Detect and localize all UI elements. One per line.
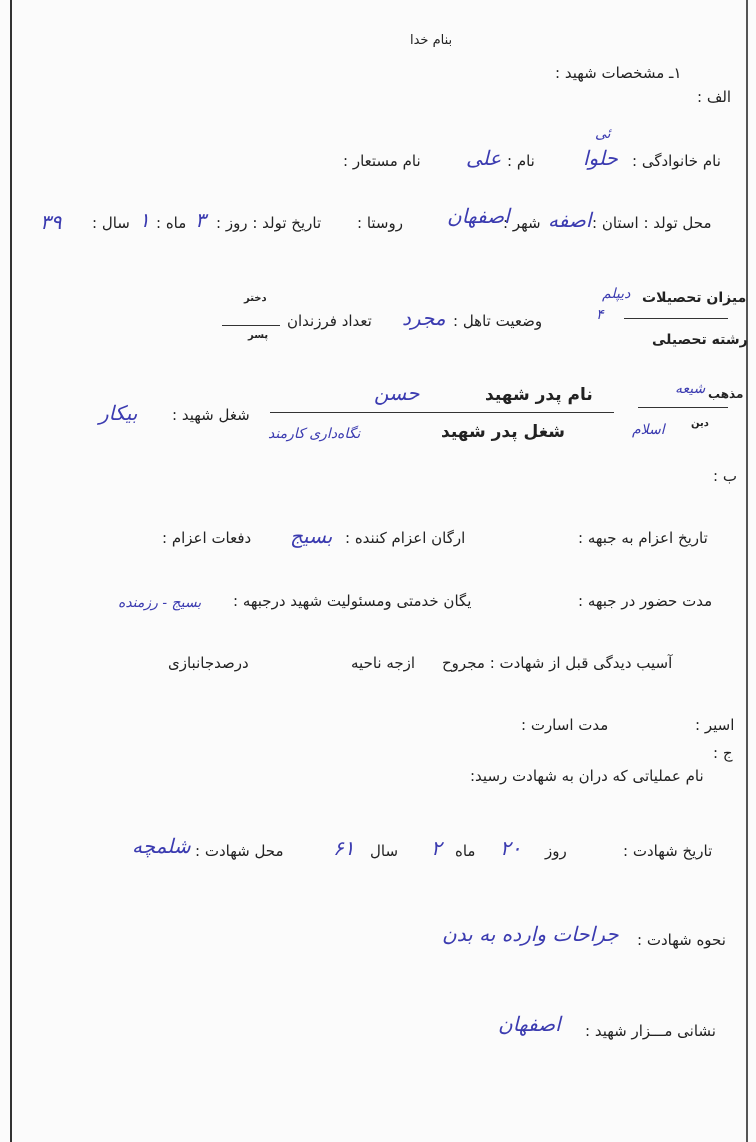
birthplace-label: محل تولد : استان : — [592, 214, 712, 232]
martyr-job-value: بیکار — [99, 401, 138, 425]
father-job-value: نگاه‌داری کارمند — [268, 426, 361, 442]
family-name-value: حلوا — [583, 146, 618, 170]
section-c: ج : — [713, 744, 733, 762]
family-name-extra: ئی — [595, 126, 611, 142]
first-name-value: علی — [466, 146, 502, 170]
province-value: اصفه — [548, 208, 592, 232]
captive-label: اسیر : — [695, 716, 735, 734]
martyr-date-label: تاریخ شهادت : — [623, 842, 713, 860]
disability-percent-label: درصدجانبازی — [168, 654, 249, 672]
son-label: پسر — [248, 330, 269, 341]
birth-year-value: ۳۹ — [40, 210, 62, 234]
manner-value: جراحات وارده به بدن — [442, 922, 619, 946]
martyr-place-value: شلمچه — [132, 834, 191, 858]
education-label: میزان تحصیلات — [642, 290, 747, 306]
dispatch-org-value: بسیج — [290, 524, 333, 548]
martyr-day-label: روز — [545, 842, 567, 860]
father-job-label: شغل پدر شهید — [441, 422, 566, 442]
education-divider — [624, 318, 728, 319]
children-label: تعداد فرزندان — [287, 312, 372, 330]
martyr-year-label: سال — [370, 842, 399, 860]
dispatch-count-label: دفعات اعزام : — [162, 529, 252, 547]
section-b: ب : — [713, 467, 737, 485]
unit-value: بسیج - رزمنده — [118, 595, 202, 611]
religion-label: دین — [691, 418, 709, 429]
birth-day-value: ۳ — [195, 208, 206, 232]
education-value: دیپلم — [602, 286, 631, 302]
birth-year-label: سال : — [92, 214, 130, 232]
grave-value: اصفهان — [498, 1012, 561, 1036]
sect-divider — [638, 407, 728, 408]
section-alef: الف : — [697, 88, 732, 106]
daughter-label: دختر — [244, 293, 267, 304]
section-1-title: ۱ـ مشخصات شهید : — [555, 64, 682, 82]
village-label: روستا : — [357, 214, 403, 232]
father-name-label: نام پدر شهید — [485, 385, 593, 405]
field-of-study-label: رشته تحصیلی — [652, 332, 748, 348]
martyr-job-label: شغل شهید : — [172, 406, 250, 424]
religion-value: اسلام — [632, 422, 665, 438]
operation-label: نام عملیاتی که دران به شهادت رسید: — [470, 767, 704, 785]
page-border-right — [746, 0, 748, 1142]
birthdate-label: تاریخ تولد : روز : — [216, 214, 322, 232]
injury-label: آسیب دیدگی قبل از شهادت : مجروح — [442, 654, 673, 672]
marital-label: وضعیت تاهل : — [453, 312, 543, 330]
captivity-label: مدت اسارت : — [521, 716, 609, 734]
page-border-left — [10, 0, 12, 1142]
alias-label: نام مستعار : — [343, 152, 421, 170]
father-name-value: حسن — [374, 381, 420, 405]
martyr-month-value: ۲ — [431, 836, 442, 860]
children-divider — [222, 325, 280, 326]
martyr-place-label: محل شهادت : — [195, 842, 284, 860]
duration-label: مدت حضور در جبهه : — [578, 592, 713, 610]
city-label: شهر : — [503, 214, 541, 232]
dispatch-org-label: ارگان اعزام کننده : — [345, 529, 466, 547]
martyr-year-value: ۶۱ — [333, 836, 355, 860]
martyr-day-value: ۲۰ — [500, 836, 522, 860]
father-divider — [270, 412, 614, 413]
injury-area-label: ازجه ناحیه — [351, 654, 416, 672]
first-name-label: نام : — [507, 152, 535, 170]
family-name-label: نام خانوادگی : — [632, 152, 721, 170]
birth-month-value: ۱ — [139, 208, 150, 232]
unit-label: یگان خدمتی ومسئولیت شهید درجبهه : — [233, 592, 472, 610]
marital-value: مجرد — [402, 306, 446, 330]
manner-label: نحوه شهادت : — [637, 931, 726, 949]
sect-label: مذهب — [708, 387, 744, 401]
martyr-month-label: ماه — [455, 842, 476, 860]
birth-month-label: ماه : — [156, 214, 187, 232]
dispatch-date-label: تاریخ اعزام به جبهه : — [578, 529, 708, 547]
grave-label: نشانی مـــزار شهید : — [585, 1022, 716, 1040]
education-sub: ۴ — [596, 307, 604, 323]
sect-value: شیعه — [675, 381, 706, 397]
city-value: اصفهان — [447, 204, 510, 228]
page-header: بنام خدا — [410, 33, 453, 48]
